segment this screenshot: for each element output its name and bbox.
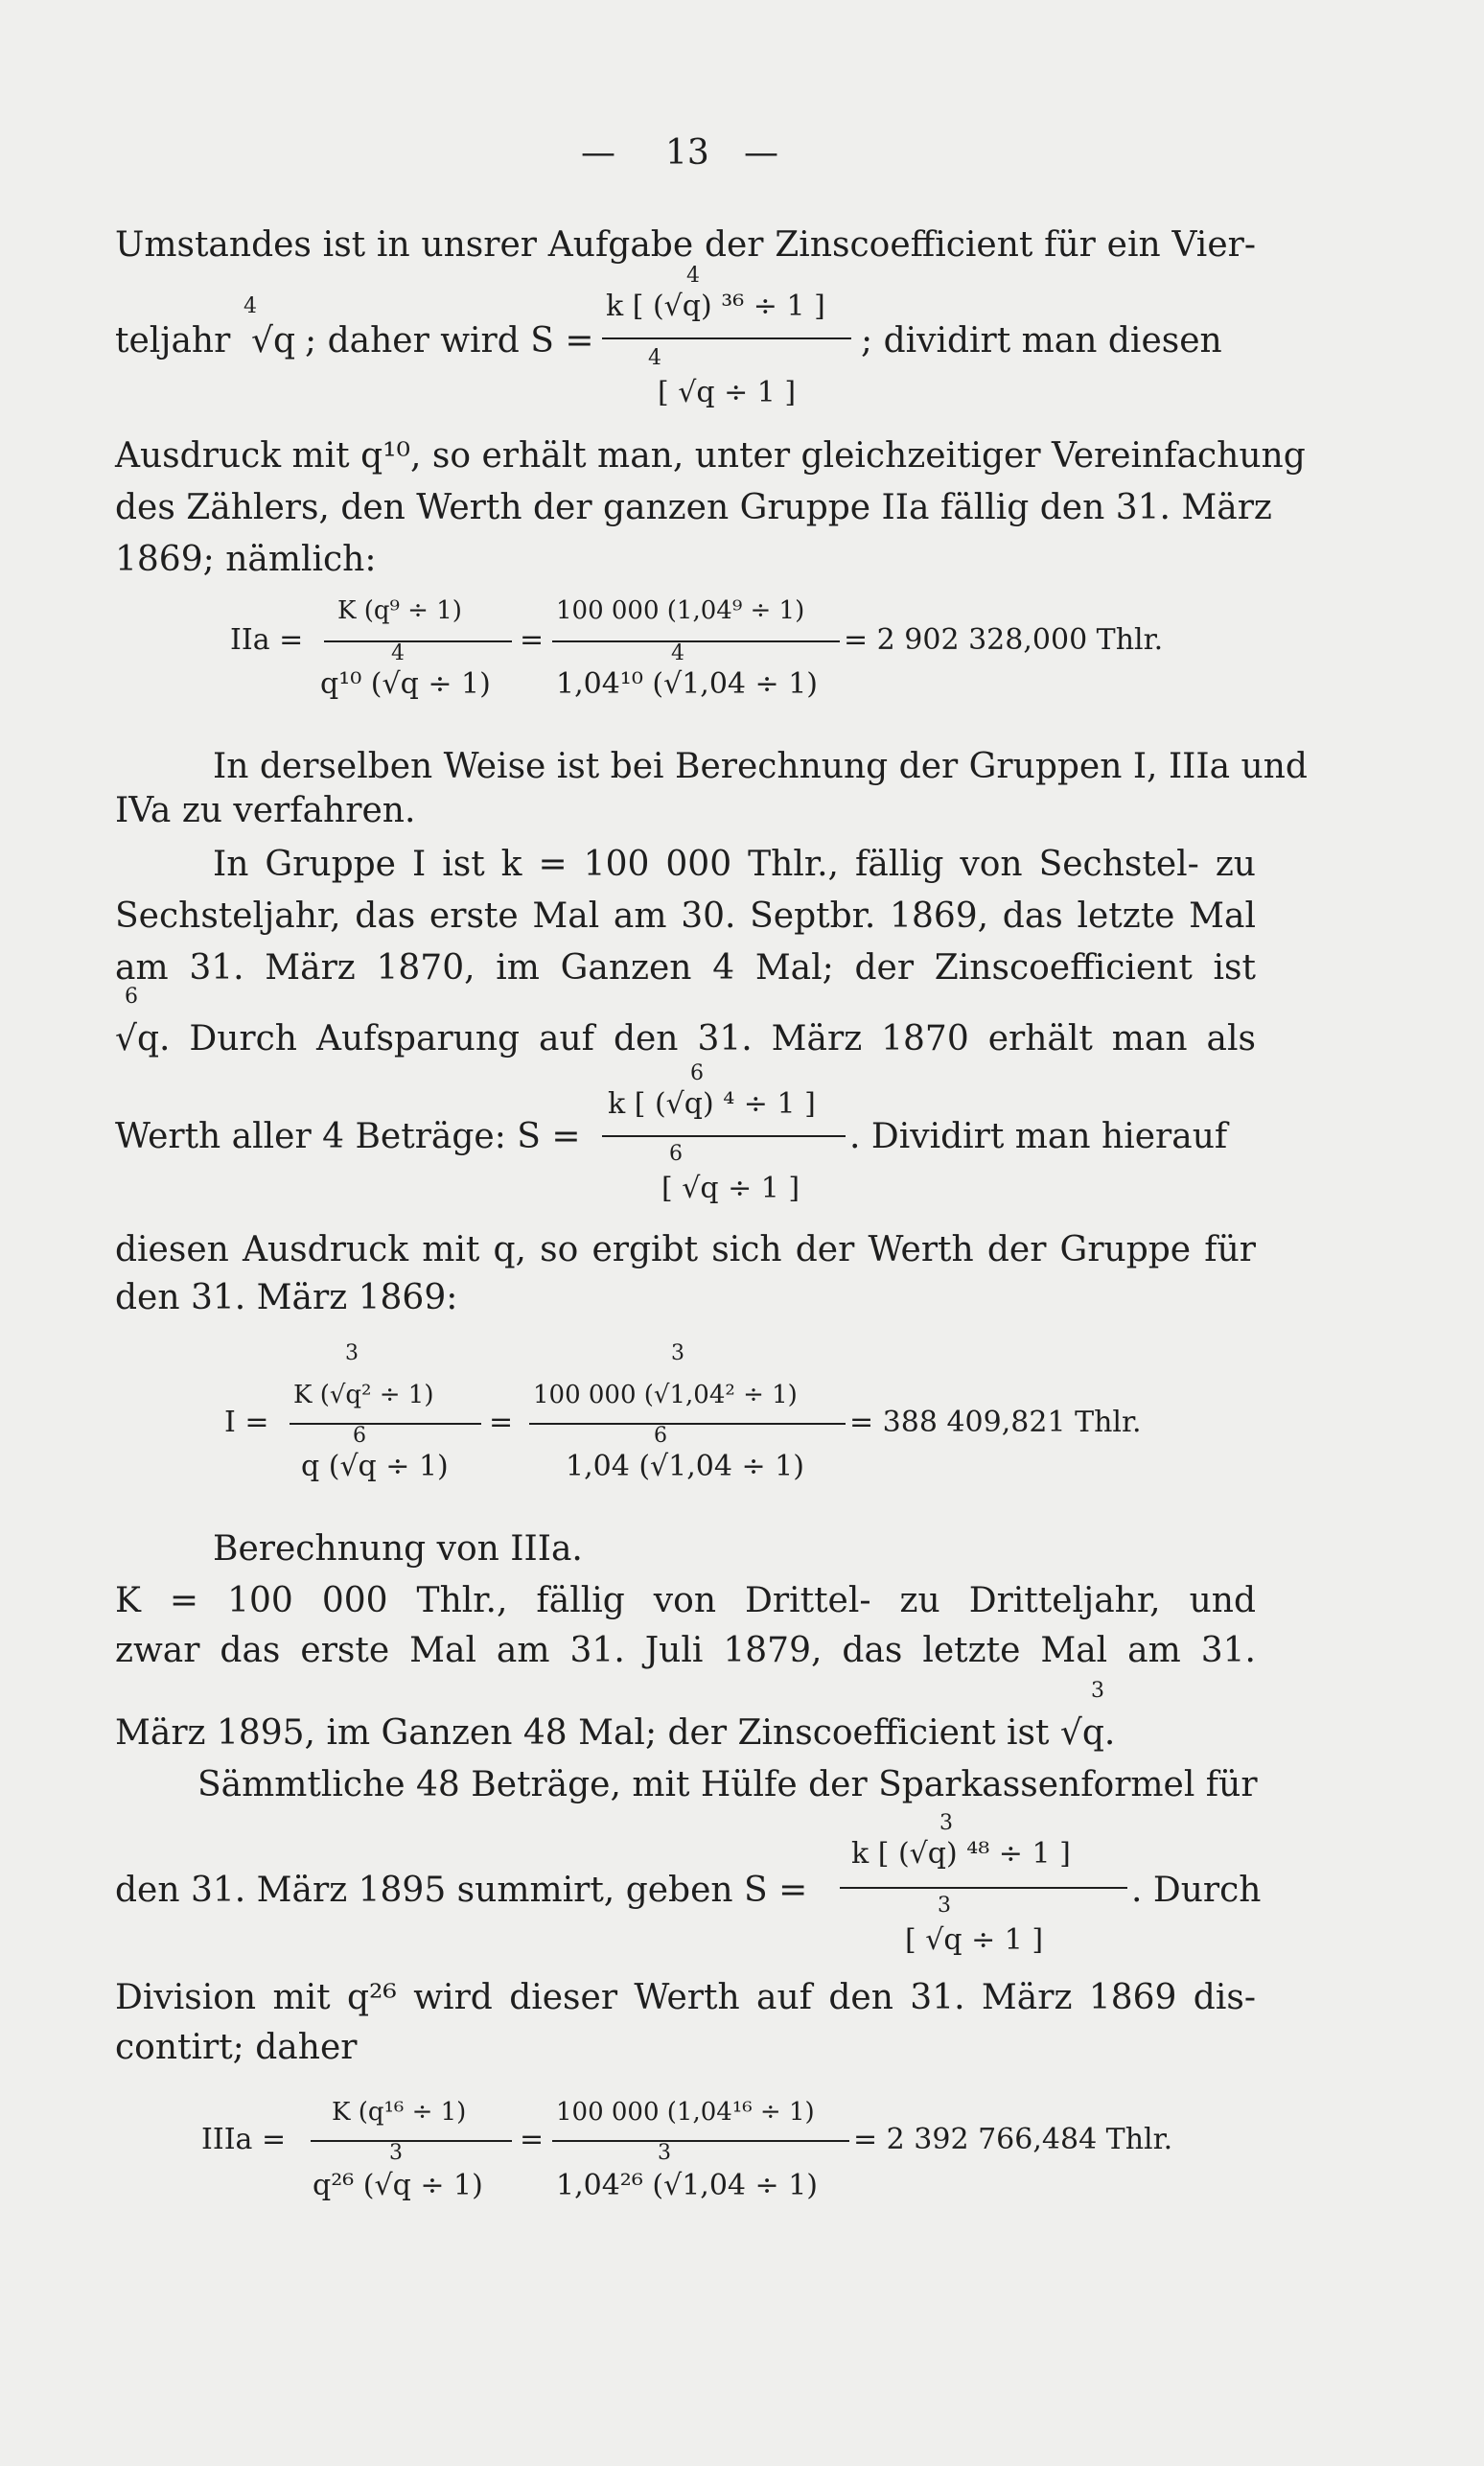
paragraph-line: IVa zu verfahren.: [115, 791, 416, 830]
header-dash-left: —: [581, 133, 615, 173]
paragraph-line: In derselben Weise ist bei Berechnung der Gruppen I, IIIa und: [213, 747, 1308, 786]
fraction-denominator: [ √q ÷ 1 ]: [658, 376, 797, 409]
radicand: q: [272, 321, 295, 361]
paragraph-line: 1869; nämlich:: [115, 540, 377, 579]
root-index: 3: [345, 1341, 359, 1365]
fraction-denominator: q (√q ÷ 1): [301, 1450, 449, 1483]
fraction-numerator: 100 000 (√1,04² ÷ 1): [533, 1381, 798, 1409]
formula-equals: =: [520, 623, 545, 657]
paragraph-line: den 31. März 1869:: [115, 1278, 458, 1317]
section-heading: Berechnung von IIIa.: [213, 1529, 583, 1569]
paragraph-line: ; dividirt man diesen: [861, 321, 1222, 361]
paragraph-line: . Dividirt man hierauf: [849, 1117, 1228, 1156]
fraction-bar: [311, 2140, 512, 2142]
paragraph-line: ; daher wird S =: [305, 321, 594, 361]
fraction-denominator: 1,04 (√1,04 ÷ 1): [566, 1450, 804, 1483]
root-index: 3: [671, 1341, 684, 1365]
root-index: 4: [648, 346, 661, 370]
root-index: 6: [654, 1424, 667, 1448]
header-dash-right: —: [744, 133, 778, 173]
fraction-bar: [840, 1887, 1127, 1889]
root-index: 6: [669, 1142, 683, 1166]
fraction-denominator: [ √q ÷ 1 ]: [661, 1172, 800, 1205]
root-index: 4: [391, 641, 405, 665]
formula-lhs: IIIa =: [201, 2123, 287, 2156]
paragraph-line: √q. Durch Aufsparung auf den 31. März 1870 erhält man als: [115, 1019, 1256, 1059]
paragraph-line: . Durch: [1131, 1871, 1262, 1910]
fraction-bar: [552, 2140, 849, 2142]
paragraph-line: März 1895, im Ganzen 48 Mal; der Zinscoefficient ist √q.: [115, 1713, 1116, 1753]
fraction-numerator: k [ (√q) ³⁶ ÷ 1 ]: [606, 290, 825, 323]
root-index: 3: [938, 1894, 951, 1918]
root-index: 4: [243, 294, 257, 318]
fraction-numerator: K (√q² ÷ 1): [293, 1381, 434, 1409]
root-index: 4: [671, 641, 684, 665]
fraction-numerator: 100 000 (1,04⁹ ÷ 1): [556, 596, 805, 625]
paragraph-line: zwar das erste Mal am 31. Juli 1879, das letzte Mal am 31.: [115, 1631, 1256, 1670]
fraction-bar: [529, 1423, 846, 1425]
fraction-denominator: q²⁶ (√q ÷ 1): [313, 2169, 483, 2202]
root-index: 6: [125, 985, 138, 1009]
fraction-bar: [602, 1135, 846, 1137]
fraction-numerator: K (q¹⁶ ÷ 1): [332, 2098, 467, 2127]
paragraph-line: diesen Ausdruck mit q, so ergibt sich der Werth der Gruppe für: [115, 1230, 1256, 1269]
root-index: 4: [686, 264, 700, 288]
root-index: 3: [658, 2141, 671, 2165]
paragraph-line: teljahr: [115, 321, 231, 361]
paragraph-line: des Zählers, den Werth der ganzen Gruppe IIa fällig den 31. März: [115, 488, 1272, 527]
root-index: 6: [353, 1424, 366, 1448]
fraction-bar: [602, 337, 851, 339]
formula-equals: =: [489, 1406, 514, 1439]
paragraph-line: contirt; daher: [115, 2028, 358, 2067]
formula-lhs: IIa =: [230, 623, 304, 657]
paragraph-line: Sämmtliche 48 Beträge, mit Hülfe der Sparkassenformel für: [197, 1765, 1258, 1804]
paragraph-line: den 31. März 1895 summirt, geben S =: [115, 1871, 808, 1910]
fraction-bar: [552, 640, 840, 642]
paragraph-line: Umstandes ist in unsrer Aufgabe der Zinscoefficient für ein Vier-: [115, 225, 1256, 265]
formula-result: = 2 902 328,000 Thlr.: [844, 623, 1164, 657]
fraction-numerator: k [ (√q) ⁴⁸ ÷ 1 ]: [851, 1837, 1071, 1871]
fraction-denominator: 1,04¹⁰ (√1,04 ÷ 1): [556, 667, 819, 701]
fraction-denominator: q¹⁰ (√q ÷ 1): [320, 667, 491, 701]
fraction-numerator: 100 000 (1,04¹⁶ ÷ 1): [556, 2098, 815, 2127]
paragraph-line: Werth aller 4 Beträge: S =: [115, 1117, 581, 1156]
root-index: 3: [939, 1811, 953, 1835]
fraction-numerator: k [ (√q) ⁴ ÷ 1 ]: [608, 1087, 816, 1121]
radical: √q: [251, 321, 295, 361]
paragraph-line: K = 100 000 Thlr., fällig von Drittel- zu Dritteljahr, und: [115, 1581, 1256, 1620]
formula-result: = 2 392 766,484 Thlr.: [853, 2123, 1173, 2156]
fraction-numerator: K (q⁹ ÷ 1): [337, 596, 462, 625]
fraction-denominator: 1,04²⁶ (√1,04 ÷ 1): [556, 2169, 819, 2202]
root-index: 3: [389, 2141, 403, 2165]
paragraph-line: am 31. März 1870, im Ganzen 4 Mal; der Zinscoefficient ist: [115, 948, 1256, 988]
root-index: 6: [690, 1061, 704, 1085]
paragraph-line: In Gruppe I ist k = 100 000 Thlr., fällig von Sechstel- zu: [213, 845, 1256, 884]
formula-result: = 388 409,821 Thlr.: [849, 1406, 1142, 1439]
paragraph-line: Ausdruck mit q¹⁰, so erhält man, unter gleichzeitiger Vereinfachung: [115, 436, 1306, 476]
root-index: 3: [1091, 1679, 1104, 1703]
paragraph-line: Sechsteljahr, das erste Mal am 30. Septbr. 1869, das letzte Mal: [115, 896, 1256, 936]
fraction-bar: [324, 640, 512, 642]
fraction-denominator: [ √q ÷ 1 ]: [905, 1923, 1044, 1957]
fraction-bar: [290, 1423, 481, 1425]
paragraph-line: Division mit q²⁶ wird dieser Werth auf den 31. März 1869 dis-: [115, 1978, 1256, 2017]
formula-lhs: I =: [224, 1406, 269, 1439]
page-number: 13: [665, 133, 709, 173]
formula-equals: =: [520, 2123, 545, 2156]
